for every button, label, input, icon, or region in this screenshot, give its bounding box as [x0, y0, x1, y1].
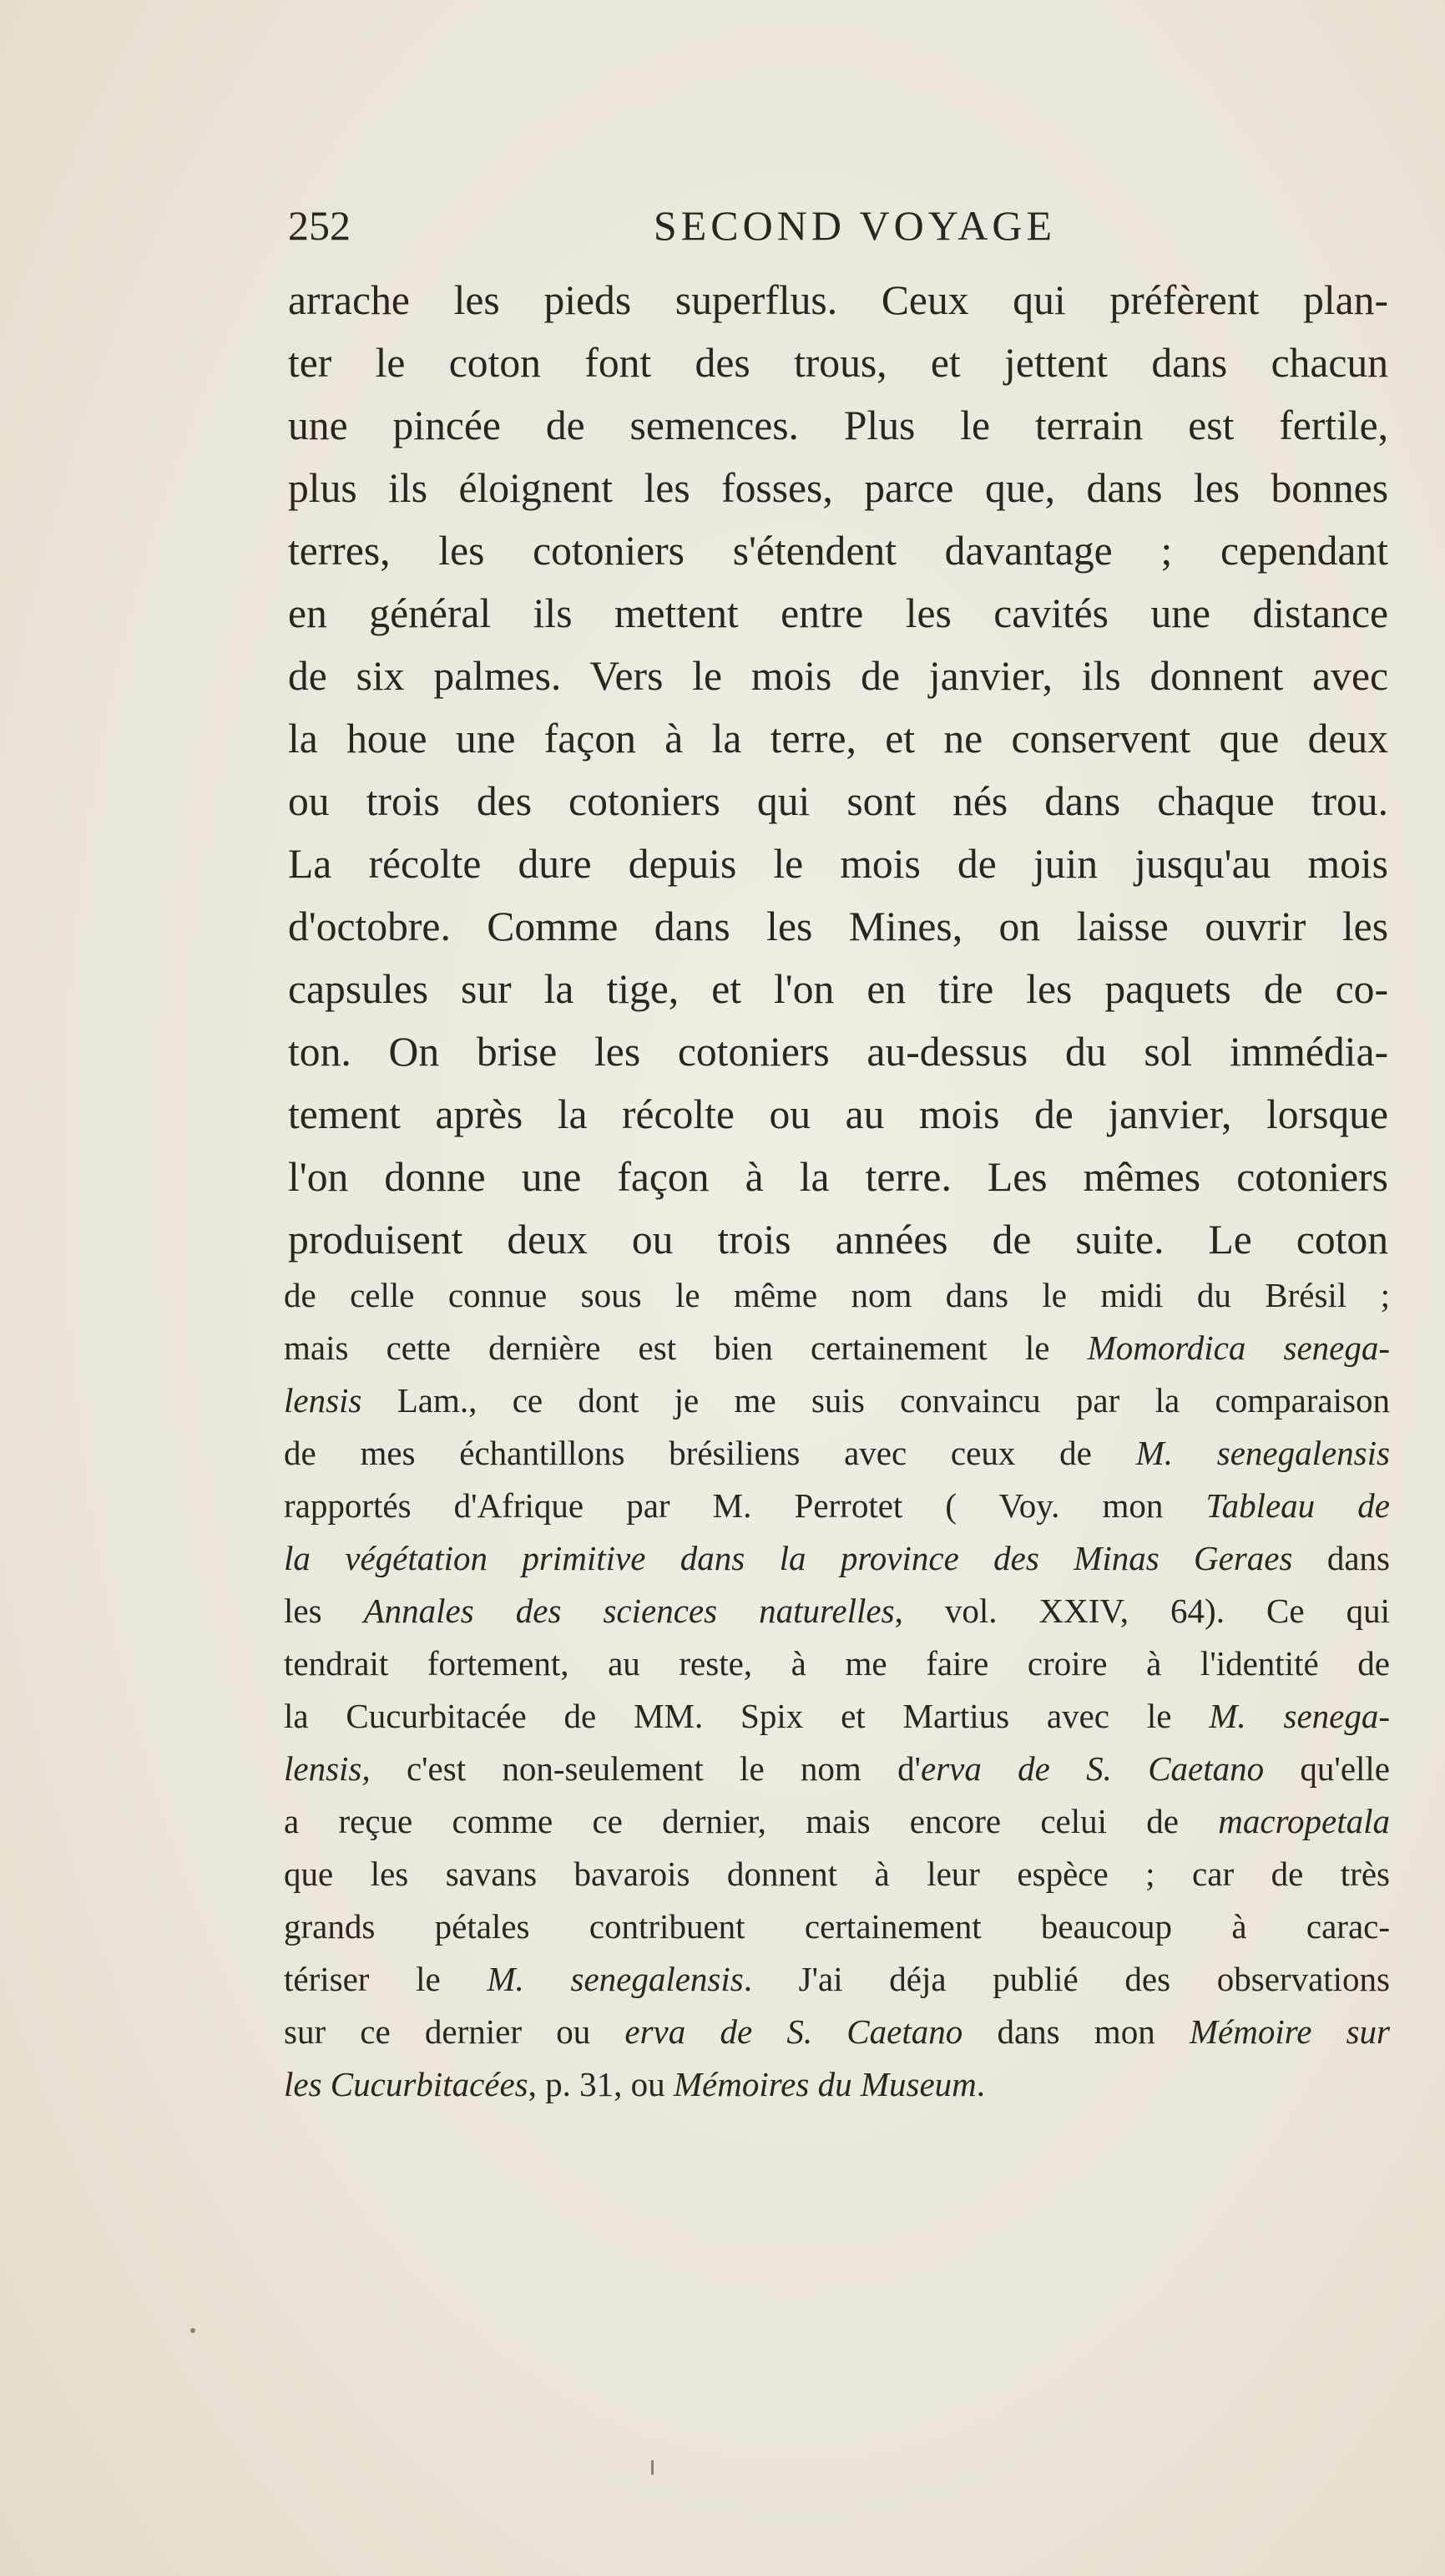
footnote-italic: les Cucurbitacées	[284, 2065, 528, 2103]
footnote-line	[284, 2006, 1390, 2058]
text-line: terres, les cotoniers s'étendent davantage ; cependant	[288, 528, 1388, 574]
footnote-italic: Mémoire sur	[1189, 2012, 1390, 2051]
footnote-italic: lensis	[284, 1381, 362, 1420]
footnote-line	[284, 1953, 1390, 2006]
running-head: SECOND VOYAGE	[653, 202, 1057, 249]
text-line: la houe une façon à la terre, et ne conservent que deux	[288, 716, 1388, 762]
footnote-line	[284, 1848, 1390, 1900]
footnote-italic: Tableau de	[1205, 1486, 1390, 1525]
text-line: capsules sur la tige, et l'on en tire les paquets de co-	[288, 966, 1388, 1012]
text-line: La récolte dure depuis le mois de juin jusqu'au mois	[288, 841, 1388, 887]
footnote-text: , vol. XXIV, 64). Ce qui	[894, 1592, 1390, 1630]
footnote-text: .	[976, 2065, 985, 2103]
text-line: tement après la récolte ou au mois de janvier, lorsque	[288, 1091, 1388, 1137]
paper-speck	[190, 2328, 195, 2333]
text-line: d'octobre. Comme dans les Mines, on laisse ouvrir les	[288, 903, 1388, 949]
footnote-line	[284, 2058, 1390, 2111]
footnote-line	[284, 1900, 1390, 1953]
footnote-text: de celle connue sous le même nom dans le midi du Brésil ;	[284, 1276, 1390, 1314]
footnote-text: c'est non-seulement le nom d'	[370, 1749, 922, 1788]
footnote-text: tériser le	[284, 1960, 488, 1998]
footnote-italic: erva de S. Caetano	[624, 2012, 963, 2051]
text-line: en général ils mettent entre les cavités une distance	[288, 590, 1388, 636]
page-number: 252	[288, 202, 351, 249]
paper-speck	[651, 2460, 654, 2475]
footnote-line	[284, 1322, 1390, 1374]
footnote-text: Lam., ce dont je me suis convaincu par la comparaison	[361, 1381, 1390, 1420]
text-line: ton. On brise les cotoniers au-dessus du sol immédia-	[288, 1029, 1388, 1075]
footnote-italic: erva de S. Caetano	[921, 1749, 1265, 1788]
text-line: produisent deux ou trois années de suite. Le coton	[288, 1217, 1388, 1263]
footnote-line	[284, 1690, 1390, 1743]
footnote-text: grands pétales contribuent certainement beaucoup à carac-	[284, 1907, 1390, 1946]
footnote-line	[284, 1269, 1390, 1322]
footnote-line	[284, 1743, 1390, 1795]
footnote-text: rapportés d'Afrique par M. Perrotet ( Voy. mon	[284, 1486, 1206, 1525]
text-line: une pincée de semences. Plus le terrain est fertile,	[288, 402, 1388, 448]
footnote-italic: M. senega-	[1209, 1697, 1390, 1735]
footnote-italic: lensis,	[284, 1749, 371, 1788]
footnote-text: a reçue comme ce dernier, mais encore celui de	[284, 1802, 1219, 1840]
text-line: de six palmes. Vers le mois de janvier, ils donnent avec	[288, 653, 1388, 699]
footnote-line	[284, 1585, 1390, 1637]
footnote-text: que les savans bavarois donnent à leur espèce ; car de très	[284, 1855, 1390, 1893]
footnote-text: . J'ai déja publié des observations	[743, 1960, 1390, 1998]
text-line: arrache les pieds superflus. Ceux qui préfèrent plan-	[288, 277, 1388, 323]
footnote-italic: M. senegalensis	[1135, 1434, 1390, 1472]
footnote-italic: Mémoires du Museum	[673, 2065, 977, 2103]
footnote-italic: macropetala	[1218, 1802, 1390, 1840]
footnote-text: mais cette dernière est bien certainement le	[284, 1328, 1088, 1367]
footnote-line	[284, 1637, 1390, 1690]
footnote-line	[284, 1480, 1390, 1532]
footnote-line	[284, 1795, 1390, 1848]
footnote	[284, 1269, 1390, 2111]
footnote-text: tendrait fortement, au reste, à me faire croire à l'identité de	[284, 1644, 1390, 1683]
footnote-line	[284, 1532, 1390, 1585]
text-line: plus ils éloignent les fosses, parce que, dans les bonnes	[288, 465, 1388, 511]
footnote-italic: Annales des sciences naturelles	[363, 1592, 895, 1630]
footnote-line	[284, 1427, 1390, 1480]
footnote-line	[284, 1374, 1390, 1427]
footnote-text: dans mon	[962, 2012, 1190, 2051]
footnote-text: sur ce dernier ou	[284, 2012, 625, 2051]
footnote-italic: la végétation primitive dans la province des Minas Geraes	[284, 1539, 1293, 1577]
footnote-text: de mes échantillons brésiliens avec ceux de	[284, 1434, 1136, 1472]
footnote-text: , p. 31, ou	[528, 2065, 674, 2103]
page-header	[288, 196, 1388, 255]
footnote-text: la Cucurbitacée de MM. Spix et Martius avec le	[284, 1697, 1210, 1735]
footnote-text: qu'elle	[1264, 1749, 1390, 1788]
footnote-italic: Momordica senega-	[1087, 1328, 1390, 1367]
main-text	[288, 269, 1388, 1271]
text-line: ter le coton font des trous, et jettent dans chacun	[288, 340, 1388, 386]
footnote-text: les	[284, 1592, 364, 1630]
footnote-text: dans	[1292, 1539, 1390, 1577]
text-line: ou trois des cotoniers qui sont nés dans chaque trou.	[288, 778, 1388, 824]
text-line: l'on donne une façon à la terre. Les mêmes cotoniers	[288, 1154, 1388, 1200]
footnote-italic: M. senegalensis	[487, 1960, 744, 1998]
